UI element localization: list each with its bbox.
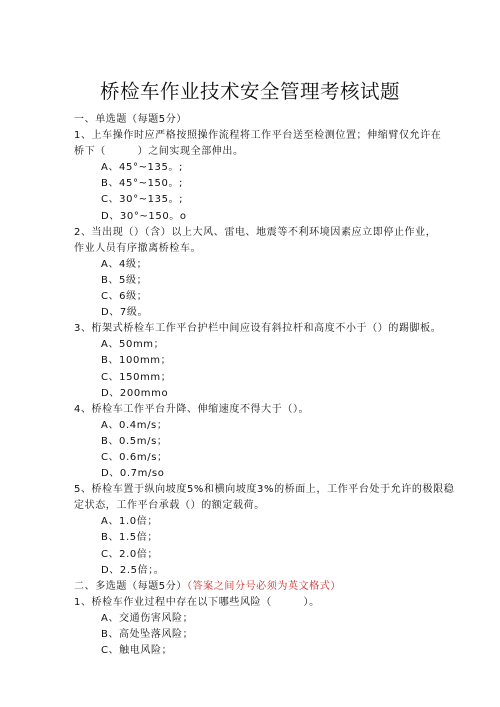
exam-content [74, 112, 455, 659]
multi-question-1-option-c: C、触电风险； [101, 645, 173, 657]
question-2-option-c: C、6级； [101, 291, 148, 303]
section-multi-choice-heading [74, 579, 434, 595]
question-3-text: 3、桁架式桥检车工作平台护栏中间应设有斜拉杆和高度不小于（）的踢脚板。 [74, 323, 442, 335]
question-4-text: 4、桥检车工作平台升降、伸缩速度不得大于（）。 [74, 403, 310, 415]
question-1-option-a: A、45°~135。; [101, 162, 184, 174]
question-2-text: 2、当出现（）（含）以上大风、雷电、地震等不利环境因素应立即停止作业， [74, 226, 437, 238]
multi-question-1-option-a: A、交通伤害风险； [101, 612, 194, 624]
question-1-option-c: C、30°~135。; [101, 194, 184, 206]
page-title: 桥检车作业技术安全管理考核试题 [99, 80, 400, 103]
multi-question-1-option-b: B、高处坠落风险； [101, 629, 194, 640]
section-single-choice-heading: 一、单选题（每题5分） [74, 114, 187, 125]
question-1-text-cont: 桥下（ ）之间实现全部伸出。 [74, 146, 244, 158]
question-2-option-a: A、4级； [101, 258, 148, 270]
question-3-option-b: B、100mm； [101, 355, 172, 367]
question-1-option-d: D、30°~150。o [101, 210, 187, 222]
question-1-option-b: B、45°~150。; [101, 178, 184, 190]
question-4-option-b: B、0.5m/s； [101, 435, 168, 447]
question-2-text-cont: 作业人员有序撤离桥检车。 [74, 242, 202, 254]
multi-question-1-text: 1、桥检车作业过程中存在以下哪些风险（ ）。 [74, 596, 320, 608]
question-2-option-d: D、7级。 [101, 307, 149, 319]
question-4-option-d: D、0.7m/so [101, 468, 165, 480]
question-4-option-a: A、0.4m/s； [101, 419, 168, 431]
question-3-option-c: C、150mm； [101, 371, 172, 383]
question-5-text-cont: 定状态，工作平台承载（）的额定载荷。 [74, 500, 265, 512]
question-3-option-a: A、50mm； [101, 339, 165, 351]
question-5-text: 5、桥检车置于纵向坡度5%和横向坡度3%的桥面上，工作平台处于允许的极限稳 [74, 484, 455, 496]
question-1-text: 1、上车操作时应严格按照操作流程将工作平台送至检测位置；伸缩臂仅允许在 [74, 130, 442, 142]
question-2-option-b: B、5级； [101, 274, 148, 286]
question-4-option-c: C、0.6m/s； [101, 451, 168, 463]
question-5-option-d: D、2.5倍；。 [101, 564, 165, 576]
question-5-option-a: A、1.0倍； [101, 516, 158, 528]
section-multi-choice-label: 二、多选题（每题5分） [74, 580, 187, 592]
question-5-option-c: C、2.0倍； [101, 548, 159, 560]
answer-format-note: （答案之间分号必须为英文格式） [186, 580, 341, 592]
question-5-option-b: B、1.5倍； [101, 532, 158, 544]
question-3-option-d: D、200mmo [101, 387, 169, 399]
